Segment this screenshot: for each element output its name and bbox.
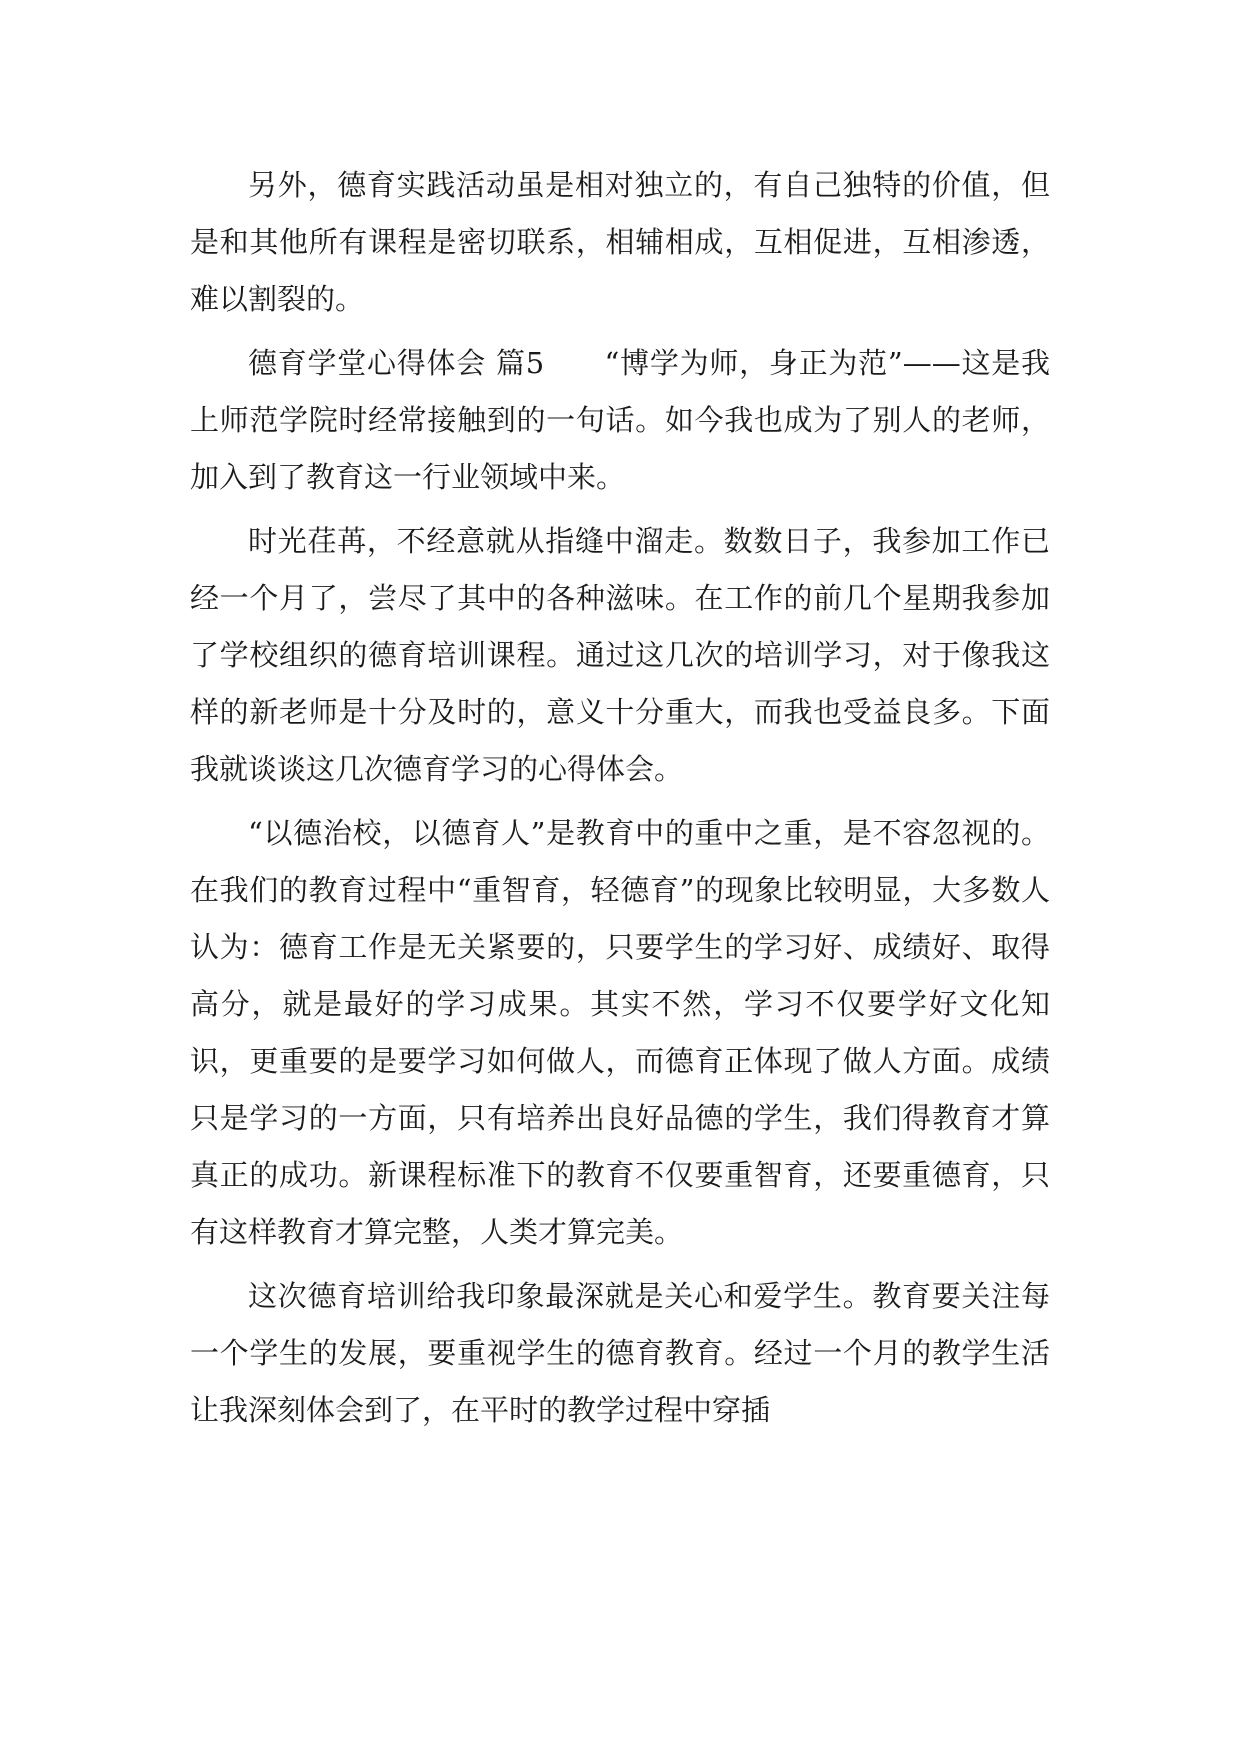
paragraph: “以德治校，以德育人”是教育中的重中之重，是不容忽视的。在我们的教育过程中“重智育，轻德育”的现象比较明显，大多数人认为：德育工作是无关紧要的，只要学生的学习好、成绩好、取得高分，就是最好的学习成果。其实不然，学习不仅要学好文化知识，更重要的是要学习如何做人，而德育正体现了做人方面。成绩只是学习的一方面，只有培养出良好品德的学生，我们得教育才算真正的成功。新课程标准下的教育不仅要重智育，还要重德育，只有这样教育才算完整，人类才算完美。 bbox=[190, 816, 1050, 1249]
paragraph: 这次德育培训给我印象最深就是关心和爱学生。教育要关注每一个学生的发展，要重视学生的德育教育。经过一个月的教学生活让我深刻体会到了，在平时的教学过程中穿插 bbox=[190, 1279, 1050, 1427]
body-text bbox=[190, 157, 1050, 1439]
paragraph: 时光荏苒，不经意就从指缝中溜走。数数日子，我参加工作已经一个月了，尝尽了其中的各种滋味。在工作的前几个星期我参加了学校组织的德育培训课程。通过这几次的培训学习，对于像我这样的新老师是十分及时的，意义十分重大，而我也受益良多。下面我就谈谈这几次德育学习的心得体会。 bbox=[190, 524, 1050, 786]
paragraph: 另外，德育实践活动虽是相对独立的，有自己独特的价值，但是和其他所有课程是密切联系，相辅相成，互相促进，互相渗透，难以割裂的。 bbox=[190, 168, 1050, 316]
paragraph: 德育学堂心得体会 篇5 “博学为师，身正为范”——这是我上师范学院时经常接触到的一句话。如今我也成为了别人的老师，加入到了教育这一行业领域中来。 bbox=[190, 346, 1050, 494]
